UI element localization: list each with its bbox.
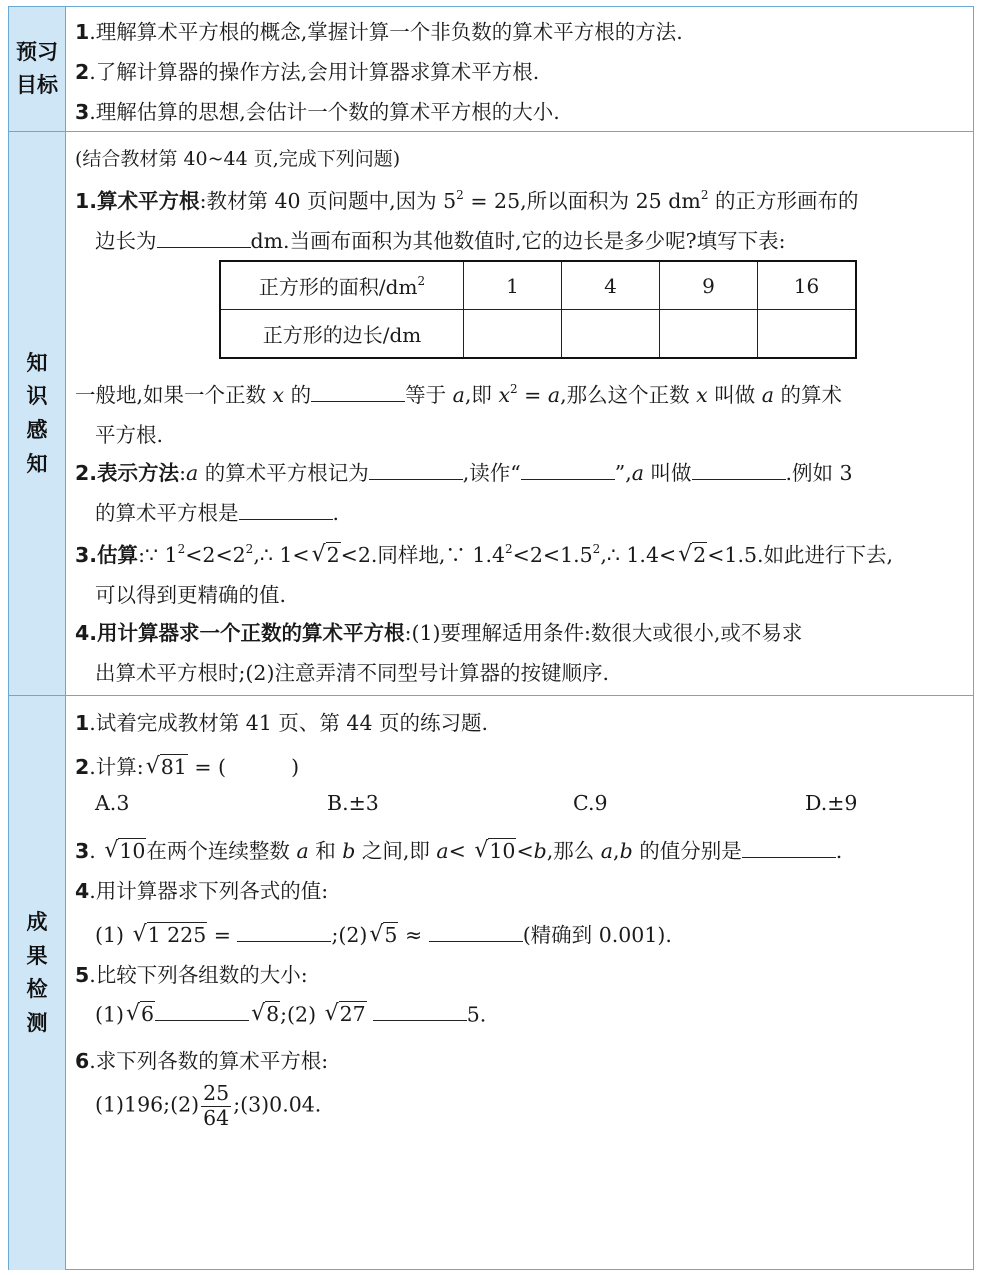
knowledge-q1-line1: 1.算术平方根:教材第 40 页问题中,因为 $5^2 = 25$,所以面积为 25 $dm^2$ 的正方形画布的 (75, 188, 859, 213)
knowledge-q1-line2: 边长为 dm.当画布面积为其他数值时,它的边长是多少呢?填写下表: (95, 229, 786, 253)
sqrt: √ 1 225 (132, 922, 207, 947)
section-check (9, 695, 973, 1270)
knowledge-q3-line1: 3.估算:∵ $1^2<2<2^2,\therefore$ 1< √ 2<2.同样地,∵ $1.4^2<2<1.5^2,\therefore$ 1.4< √ 2<1.5.如此进行下去, (75, 542, 894, 567)
table-answer-cell[interactable] (464, 310, 562, 359)
option-c[interactable]: C.9 (573, 791, 608, 815)
sqrt: √ 27 (324, 1001, 366, 1027)
check-q4: 4.用计算器求下列各式的值: (75, 879, 329, 903)
table-row (220, 310, 856, 359)
check-q5-parts: (1) √ 6 √ 8;(2) √ 27 5. (95, 1001, 487, 1027)
table-head-side: 正方形的边长/dm (220, 310, 464, 359)
knowledge-q4-line2: 出算术平方根时;(2)注意弄清不同型号计算器的按键顺序. (95, 661, 609, 685)
sqrt: √ 10 (104, 838, 146, 863)
table-head-area: 正方形的面积$/dm^2$ (220, 261, 464, 310)
answer-blank[interactable] (373, 1002, 467, 1021)
table-cell: 4 (562, 261, 660, 310)
knowledge-q2-line1: 2.表示方法:a 的算术平方根记为 ,读作“ ”,a 叫做 .例如 3 (75, 461, 853, 485)
option-d[interactable]: D.±9 (805, 791, 858, 815)
fraction: $\frac{25}{64}$ (203, 1081, 230, 1130)
table-cell: 9 (660, 261, 758, 310)
sqrt: √ 2 (678, 542, 707, 567)
section-label-check: 成果检测 (9, 696, 66, 1270)
check-q1: 1.试着完成教材第 41 页、第 44 页的练习题. (75, 711, 489, 735)
answer-blank[interactable] (692, 461, 786, 480)
check-q6: 6.求下列各数的算术平方根: (75, 1049, 329, 1073)
section-label-knowledge: 知识感知 (9, 132, 66, 696)
knowledge-intro: (结合教材第 40~44 页,完成下列问题) (75, 148, 401, 170)
check-q2: 2.计算: √ 81 = ( ) (75, 754, 300, 779)
answer-blank[interactable] (369, 461, 463, 480)
check-q4-parts: (1) √ 1 225 = ;(2) √ 5 ≈ (精确到 0.001). (95, 922, 672, 947)
knowledge-q4-line1: 4.用计算器求一个正数的算术平方根:(1)要理解适用条件:数很大或很小,或不易求 (75, 621, 803, 645)
answer-blank[interactable] (155, 1002, 249, 1021)
table-answer-cell[interactable] (660, 310, 758, 359)
option-b[interactable]: B.±3 (327, 791, 379, 815)
sqrt: √ 81 (145, 754, 187, 779)
sqrt: √ 6 (126, 1001, 155, 1027)
table-cell: 16 (758, 261, 857, 310)
check-q5: 5.比较下列各组数的大小: (75, 963, 308, 987)
sqrt: √ 5 (369, 922, 398, 947)
sqrt: √ 8 (251, 1001, 280, 1027)
table-answer-cell[interactable] (758, 310, 857, 359)
section-preview (9, 7, 973, 131)
answer-blank[interactable] (237, 923, 331, 942)
option-a[interactable]: A.3 (95, 791, 130, 815)
sqrt: √ 2 (311, 542, 340, 567)
worksheet (8, 6, 974, 1270)
section-knowledge (9, 131, 973, 696)
section-label-preview: 预习目标 (9, 7, 66, 131)
knowledge-q3-line2: 可以得到更精确的值. (95, 583, 287, 607)
answer-blank[interactable] (521, 461, 615, 480)
sqrt: √ 10 (474, 838, 516, 863)
table-row (220, 261, 856, 310)
answer-blank[interactable] (311, 383, 405, 402)
answer-blank[interactable] (157, 229, 251, 248)
area-side-table (219, 260, 857, 359)
knowledge-q2-line2: 的算术平方根是 . (95, 501, 340, 525)
answer-blank[interactable] (742, 839, 836, 858)
preview-item: 2.了解计算器的操作方法,会用计算器求算术平方根. (75, 60, 540, 84)
table-answer-cell[interactable] (562, 310, 660, 359)
preview-item: 1.理解算术平方根的概念,掌握计算一个非负数的算术平方根的方法. (75, 20, 683, 44)
preview-item: 3.理解估算的思想,会估计一个数的算术平方根的大小. (75, 100, 560, 124)
table-cell: 1 (464, 261, 562, 310)
check-q3: 3. √ 10在两个连续整数 a 和 b 之间,即 a< √ 10<b,那么 a,b 的值分别是 . (75, 838, 843, 863)
answer-blank[interactable] (429, 923, 523, 942)
knowledge-definition-line1: 一般地,如果一个正数 x 的 等于 a,即 $x^2 = a$,那么这个正数 x 叫做 a 的算术 (75, 382, 843, 407)
knowledge-definition-line2: 平方根. (95, 423, 164, 447)
answer-blank[interactable] (239, 501, 333, 520)
check-q6-parts: (1)196;(2) $\frac{25}{64}$ ;(3)0.04. (95, 1081, 322, 1130)
